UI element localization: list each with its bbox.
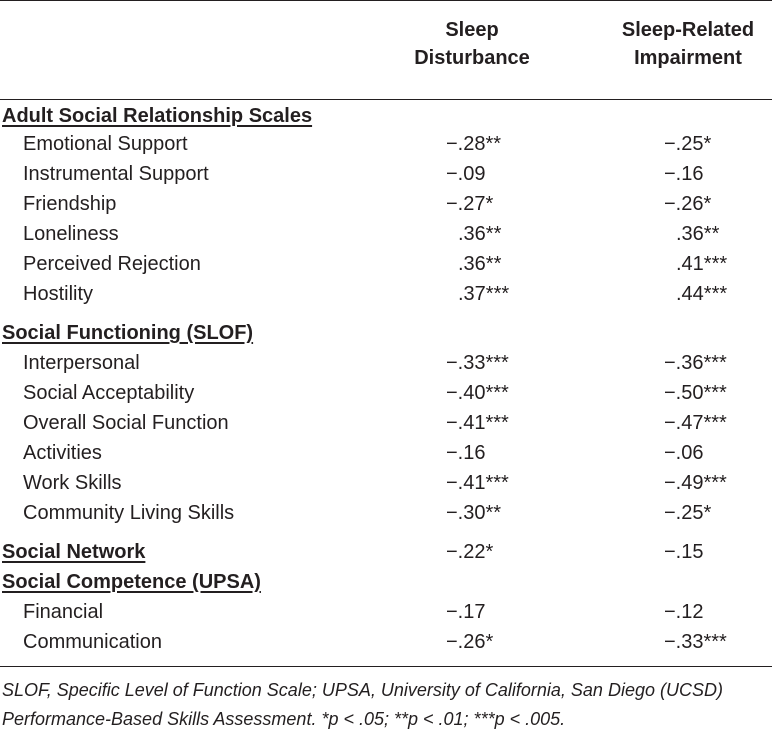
table-row bbox=[0, 348, 772, 378]
table-top-rule bbox=[0, 0, 772, 1]
row-label: Friendship bbox=[23, 193, 117, 215]
section-label: Adult Social Relationship Scales bbox=[2, 105, 313, 127]
row-label: Activities bbox=[23, 442, 102, 464]
row-label: Social Acceptability bbox=[23, 382, 195, 404]
table-footnote: SLOF, Specific Level of Function Scale; UPSA, University of California, San Diego (UCSD) Performance-Based Skills Assessment. *p < .05; **p < .01; ***p < .005. bbox=[2, 680, 723, 729]
sleep-disturbance-value: −.26* bbox=[446, 631, 494, 653]
sleep-related-impairment-value: .41*** bbox=[676, 253, 728, 275]
sleep-disturbance-value: −.41*** bbox=[446, 472, 509, 494]
sleep-disturbance-value: −.41*** bbox=[446, 412, 509, 434]
table-row bbox=[0, 129, 772, 159]
column-header-line: Disturbance bbox=[414, 47, 530, 69]
sleep-related-impairment-value: −.26* bbox=[664, 193, 712, 215]
table-row bbox=[0, 468, 772, 498]
row-label: Community Living Skills bbox=[23, 502, 235, 524]
row-label: Hostility bbox=[23, 283, 94, 305]
sleep-disturbance-value: −.30** bbox=[446, 502, 502, 524]
row-label: Instrumental Support bbox=[23, 163, 209, 185]
sleep-disturbance-value: −.16 bbox=[446, 442, 486, 464]
table-row bbox=[0, 378, 772, 408]
table-row bbox=[0, 627, 772, 657]
row-label: Work Skills bbox=[23, 472, 122, 494]
row-label: Communication bbox=[23, 631, 162, 653]
table-row bbox=[0, 408, 772, 438]
row-label: Overall Social Function bbox=[23, 412, 229, 434]
sleep-related-impairment-value: .36** bbox=[676, 223, 720, 245]
sleep-disturbance-value: −.17 bbox=[446, 601, 486, 623]
header-rule bbox=[0, 99, 772, 100]
sleep-disturbance-value: .36** bbox=[458, 223, 502, 245]
column-header-line: Sleep bbox=[445, 19, 499, 41]
row-label: Loneliness bbox=[23, 223, 119, 245]
sleep-disturbance-value: −.27* bbox=[446, 193, 494, 215]
column-header-sleep-related-impairment bbox=[606, 16, 770, 72]
table-row bbox=[0, 597, 772, 627]
section-label: Social Network bbox=[2, 541, 146, 563]
row-label: Perceived Rejection bbox=[23, 253, 201, 275]
table-bottom-rule bbox=[0, 666, 772, 667]
row-label: Financial bbox=[23, 601, 104, 623]
sleep-disturbance-value: .37*** bbox=[458, 283, 510, 305]
table-row bbox=[0, 219, 772, 249]
sleep-disturbance-value: −.09 bbox=[446, 163, 486, 185]
sleep-disturbance-value: −.28** bbox=[446, 133, 502, 155]
column-header-sleep-disturbance bbox=[402, 16, 542, 72]
row-label: Interpersonal bbox=[23, 352, 140, 374]
sleep-related-impairment-value: −.16 bbox=[664, 163, 704, 185]
section-label: Social Functioning (SLOF) bbox=[2, 322, 254, 344]
sleep-disturbance-value: −.40*** bbox=[446, 382, 509, 404]
row-label: Emotional Support bbox=[23, 133, 188, 155]
section-header-row bbox=[0, 101, 772, 131]
section-header-row bbox=[0, 567, 772, 597]
column-header-line: Impairment bbox=[634, 47, 742, 69]
sleep-related-impairment-value: −.33*** bbox=[664, 631, 727, 653]
table-row bbox=[0, 279, 772, 309]
section-header-row bbox=[0, 318, 772, 348]
sleep-related-impairment-value: −.47*** bbox=[664, 412, 727, 434]
sleep-related-impairment-value: −.25* bbox=[664, 133, 712, 155]
sleep-related-impairment-value: −.12 bbox=[664, 601, 704, 623]
sleep-related-impairment-value: −.50*** bbox=[664, 382, 727, 404]
table-row bbox=[0, 159, 772, 189]
sleep-related-impairment-value: −.36*** bbox=[664, 352, 727, 374]
column-header-line: Sleep-Related bbox=[621, 19, 755, 41]
sleep-related-impairment-value: .44*** bbox=[676, 283, 728, 305]
sleep-disturbance-value: −.22* bbox=[446, 541, 494, 563]
section-header-row bbox=[0, 537, 772, 567]
sleep-related-impairment-value: −.25* bbox=[664, 502, 712, 524]
table-row bbox=[0, 438, 772, 468]
sleep-related-impairment-value: −.15 bbox=[664, 541, 704, 563]
sleep-disturbance-value: .36** bbox=[458, 253, 502, 275]
sleep-related-impairment-value: −.49*** bbox=[664, 472, 727, 494]
table-row bbox=[0, 249, 772, 279]
sleep-disturbance-value: −.33*** bbox=[446, 352, 509, 374]
table-row bbox=[0, 498, 772, 528]
section-label: Social Competence (UPSA) bbox=[2, 571, 261, 593]
sleep-related-impairment-value: −.06 bbox=[664, 442, 704, 464]
table-row bbox=[0, 189, 772, 219]
